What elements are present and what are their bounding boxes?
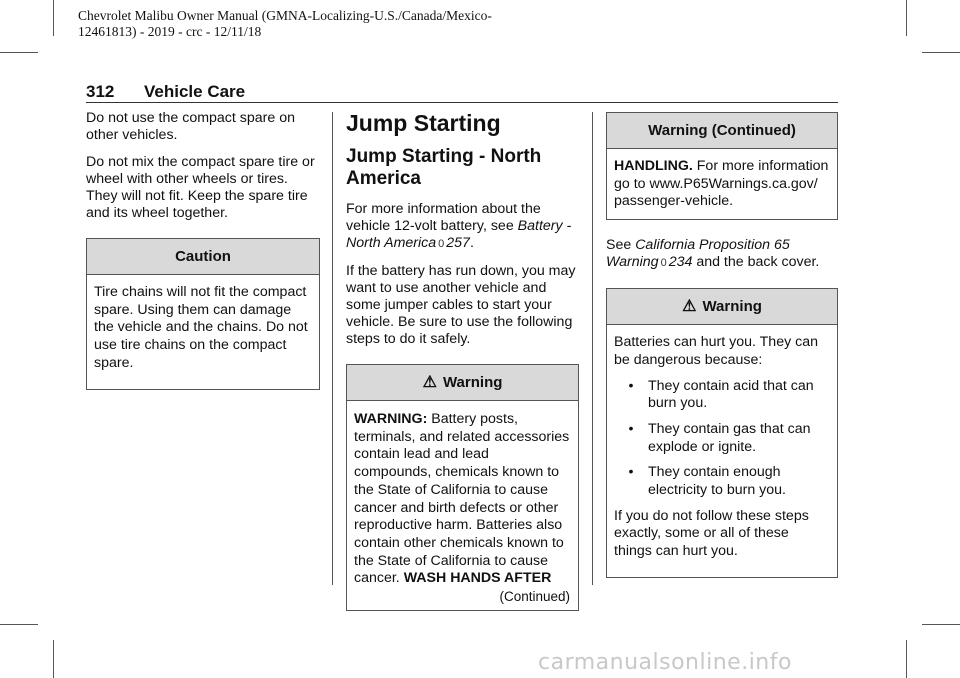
warning-icon: ⚠ bbox=[682, 298, 697, 316]
ref-arrow-icon: 0 bbox=[660, 257, 667, 270]
text: For more information go to www.P65Warnings.ca.gov/ passenger-vehicle. bbox=[614, 158, 829, 210]
cross-reference-link[interactable]: California Proposition 65 Warning bbox=[606, 237, 790, 271]
crop-mark bbox=[53, 640, 54, 678]
heading-jump-starting-north-america: Jump Starting - North America bbox=[346, 146, 542, 189]
list-item-text: They contain gas that can explode or ignite. bbox=[648, 420, 811, 455]
warning-continued-body bbox=[607, 149, 837, 219]
warning-lead: WARNING: bbox=[354, 411, 428, 427]
page-reference[interactable]: 234 bbox=[668, 254, 693, 271]
crop-mark bbox=[922, 624, 960, 625]
warning-header bbox=[347, 365, 578, 401]
crop-mark bbox=[53, 0, 54, 36]
warning-continued-box bbox=[606, 112, 838, 220]
bullet-icon: • bbox=[628, 377, 634, 394]
column-1 bbox=[86, 110, 320, 390]
crop-mark bbox=[906, 640, 907, 678]
text: and the back cover. bbox=[692, 254, 820, 271]
caution-text: Tire chains will not fit the compact spare. Using them can damage the vehicle and the chains. Do not use tire chains on the compact spare. bbox=[94, 284, 308, 371]
continued-label: (Continued) bbox=[499, 589, 570, 605]
warning-continued-text bbox=[614, 158, 829, 211]
text: For more information about the vehicle 12-volt battery, see bbox=[346, 201, 541, 234]
column-divider bbox=[332, 112, 333, 585]
warning-body bbox=[607, 325, 837, 577]
crop-mark bbox=[0, 52, 38, 53]
section-title: Vehicle Care bbox=[144, 82, 246, 101]
page-reference[interactable]: 257 bbox=[446, 235, 470, 251]
paragraph bbox=[606, 237, 838, 272]
text: Battery posts, terminals, and related accessories contain lead and lead compounds, chemicals known to the State of California to cause cancer and birth defects or other reproductive harm. Batteries also contain other chemicals known to the State of California to cause cancer. bbox=[354, 411, 570, 587]
list-item-text: They contain enough electricity to burn you. bbox=[648, 464, 786, 499]
text: . bbox=[469, 235, 474, 251]
column-3 bbox=[606, 112, 838, 578]
meta-line-1: Chevrolet Malibu Owner Manual (GMNA-Localizing-U.S./Canada/Mexico- bbox=[78, 8, 492, 23]
warning-title: Warning bbox=[442, 374, 503, 391]
list-item bbox=[614, 378, 829, 413]
warning-header bbox=[607, 289, 837, 325]
paragraph: Do not use the compact spare on other vehicles. bbox=[86, 110, 295, 143]
paragraph bbox=[346, 201, 579, 253]
crop-mark bbox=[922, 52, 960, 53]
warning-intro: Batteries can hurt you. They can be dangerous because: bbox=[614, 334, 818, 368]
warning-continued-title: Warning (Continued) bbox=[607, 113, 837, 149]
crop-mark bbox=[0, 624, 38, 625]
crop-mark bbox=[906, 0, 907, 36]
warning-outro: If you do not follow these steps exactly, some or all of these things can hurt you. bbox=[614, 507, 809, 560]
paragraph: Do not mix the compact spare tire or wheel with other wheels or tires. They will not fit. Keep the spare tire and its wheel together. bbox=[86, 154, 315, 221]
cross-reference-link[interactable]: Battery - North America bbox=[346, 218, 572, 251]
header-rule bbox=[86, 102, 838, 103]
warning-tail: WASH HANDS AFTER bbox=[403, 570, 552, 587]
ref-arrow-icon: 0 bbox=[438, 238, 445, 250]
page-header bbox=[86, 82, 245, 102]
caution-body bbox=[87, 275, 319, 389]
list-item bbox=[614, 464, 829, 499]
list-item-text: They contain acid that can burn you. bbox=[648, 377, 814, 412]
warning-body bbox=[347, 401, 578, 610]
warning-title: Warning bbox=[702, 298, 762, 316]
warning-box bbox=[606, 288, 838, 578]
watermark: carmanualsonline.info bbox=[538, 650, 792, 675]
caution-box bbox=[86, 238, 320, 390]
page-number: 312 bbox=[86, 82, 115, 101]
warning-box bbox=[346, 364, 579, 611]
document-meta bbox=[78, 8, 492, 40]
column-divider bbox=[592, 112, 593, 585]
warning-icon: ⚠ bbox=[422, 374, 437, 391]
list-item bbox=[614, 421, 829, 456]
text: See bbox=[606, 237, 636, 254]
warning-text bbox=[354, 411, 570, 588]
caution-title: Caution bbox=[87, 239, 319, 275]
paragraph: If the battery has run down, you may want to use another vehicle and some jumper cables to start your vehicle. Be sure to use the following steps to do it safely. bbox=[346, 263, 576, 347]
warning-lead: HANDLING. bbox=[614, 158, 693, 174]
heading-jump-starting: Jump Starting bbox=[346, 110, 501, 136]
column-2 bbox=[346, 110, 579, 611]
meta-line-2: 12461813) - 2019 - crc - 12/11/18 bbox=[78, 24, 262, 39]
bullet-icon: • bbox=[628, 420, 634, 437]
bullet-icon: • bbox=[628, 464, 634, 481]
